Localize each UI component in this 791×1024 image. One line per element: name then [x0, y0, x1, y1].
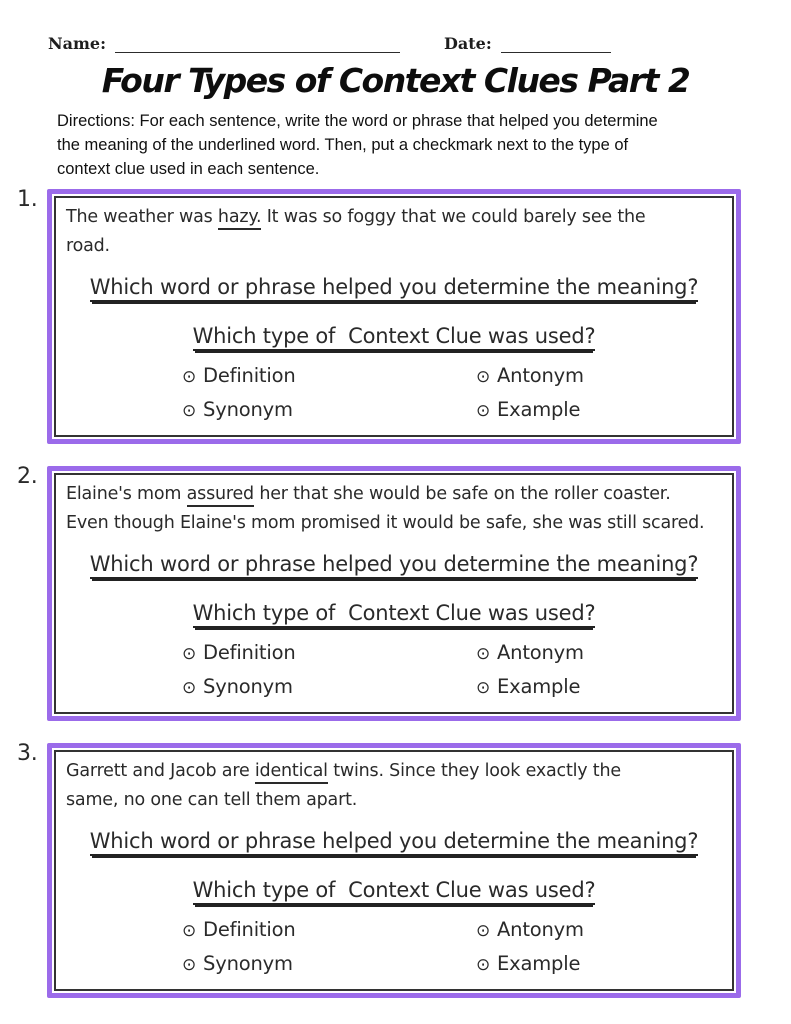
option-label: Synonym: [203, 952, 293, 975]
word-question-prompt: Which word or phrase helped you determine the meaning?: [90, 275, 699, 302]
option-definition[interactable]: [182, 640, 476, 666]
question-block-3: [17, 741, 741, 998]
type-question-prompt: Which type of Context Clue was used?: [193, 601, 596, 628]
page-title: Four Types of Context Clues Part 2: [101, 61, 690, 100]
sentence-line-2: road.: [66, 236, 110, 256]
option-label: Antonym: [497, 364, 584, 387]
type-question-row: [66, 324, 722, 351]
radio-bullet-icon: ⊙: [182, 954, 197, 975]
option-label: Definition: [203, 641, 296, 664]
option-synonym[interactable]: [182, 951, 476, 977]
option-synonym[interactable]: [182, 397, 476, 423]
type-question-prompt: Which type of Context Clue was used?: [193, 324, 596, 351]
radio-bullet-icon: ⊙: [182, 400, 197, 421]
questions-list: [17, 187, 741, 998]
sentence-post: her that she would be safe on the roller coaster.: [253, 484, 671, 504]
option-example[interactable]: [476, 951, 722, 977]
radio-bullet-icon: ⊙: [476, 400, 491, 421]
option-synonym[interactable]: [182, 674, 476, 700]
options-grid: [182, 363, 722, 423]
radio-bullet-icon: ⊙: [476, 677, 491, 698]
sentence-line-1: [66, 203, 722, 232]
word-question-prompt: Which word or phrase helped you determine the meaning?: [90, 552, 699, 579]
option-definition[interactable]: [182, 917, 476, 943]
option-example[interactable]: [476, 674, 722, 700]
radio-bullet-icon: ⊙: [476, 920, 491, 941]
radio-bullet-icon: ⊙: [182, 677, 197, 698]
radio-bullet-icon: ⊙: [476, 954, 491, 975]
question-sentence: [66, 203, 722, 261]
options-grid: [182, 917, 722, 977]
question-number: 2.: [17, 464, 38, 489]
directions-line-1: Directions: For each sentence, write the word or phrase that helped you determine: [57, 112, 658, 130]
option-label: Definition: [203, 918, 296, 941]
date-label: Date:: [444, 34, 492, 53]
option-label: Synonym: [203, 398, 293, 421]
question-box: [54, 196, 734, 437]
radio-bullet-icon: ⊙: [476, 643, 491, 664]
question-sentence: [66, 757, 722, 815]
question-block-1: [17, 187, 741, 444]
question-block-2: [17, 464, 741, 721]
question-box-border: [47, 743, 741, 998]
type-question-prompt: Which type of Context Clue was used?: [193, 878, 596, 905]
option-label: Antonym: [497, 918, 584, 941]
sentence-line-1: [66, 757, 722, 786]
underlined-word: identical: [255, 761, 328, 784]
option-definition[interactable]: [182, 363, 476, 389]
option-label: Antonym: [497, 641, 584, 664]
sentence-line-2: same, no one can tell them apart.: [66, 790, 358, 810]
radio-bullet-icon: ⊙: [182, 920, 197, 941]
word-question-row: [66, 275, 722, 302]
type-question-row: [66, 601, 722, 628]
word-question-row: [66, 829, 722, 856]
option-label: Example: [497, 675, 581, 698]
option-antonym[interactable]: [476, 640, 722, 666]
option-antonym[interactable]: [476, 917, 722, 943]
question-box-border: [47, 466, 741, 721]
radio-bullet-icon: ⊙: [182, 366, 197, 387]
option-label: Definition: [203, 364, 296, 387]
name-input-line[interactable]: [115, 37, 400, 53]
radio-bullet-icon: ⊙: [476, 366, 491, 387]
question-number: 1.: [17, 187, 38, 212]
date-input-line[interactable]: [501, 37, 611, 53]
underlined-word: hazy.: [218, 207, 261, 230]
name-label: Name:: [48, 34, 107, 53]
question-sentence: [66, 480, 722, 538]
word-question-prompt: Which word or phrase helped you determine the meaning?: [90, 829, 699, 856]
sentence-line-1: [66, 480, 722, 509]
option-label: Synonym: [203, 675, 293, 698]
option-antonym[interactable]: [476, 363, 722, 389]
options-grid: [182, 640, 722, 700]
option-label: Example: [497, 398, 581, 421]
directions-line-3: context clue used in each sentence.: [57, 160, 320, 178]
sentence-pre: The weather was: [66, 207, 218, 227]
header-row: [0, 0, 791, 53]
sentence-post: twins. Since they look exactly the: [327, 761, 621, 781]
radio-bullet-icon: ⊙: [182, 643, 197, 664]
directions-text: [57, 109, 733, 181]
word-question-row: [66, 552, 722, 579]
underlined-word: assured: [187, 484, 254, 507]
question-box: [54, 750, 734, 991]
question-box: [54, 473, 734, 714]
type-question-row: [66, 878, 722, 905]
option-example[interactable]: [476, 397, 722, 423]
question-box-border: [47, 189, 741, 444]
directions-line-2: the meaning of the underlined word. Then, put a checkmark next to the type of: [57, 136, 629, 154]
question-number: 3.: [17, 741, 38, 766]
sentence-line-2: Even though Elaine's mom promised it would be safe, she was still scared.: [66, 513, 705, 533]
sentence-post: It was so foggy that we could barely see the: [261, 207, 646, 227]
option-label: Example: [497, 952, 581, 975]
sentence-pre: Garrett and Jacob are: [66, 761, 255, 781]
sentence-pre: Elaine's mom: [66, 484, 187, 504]
